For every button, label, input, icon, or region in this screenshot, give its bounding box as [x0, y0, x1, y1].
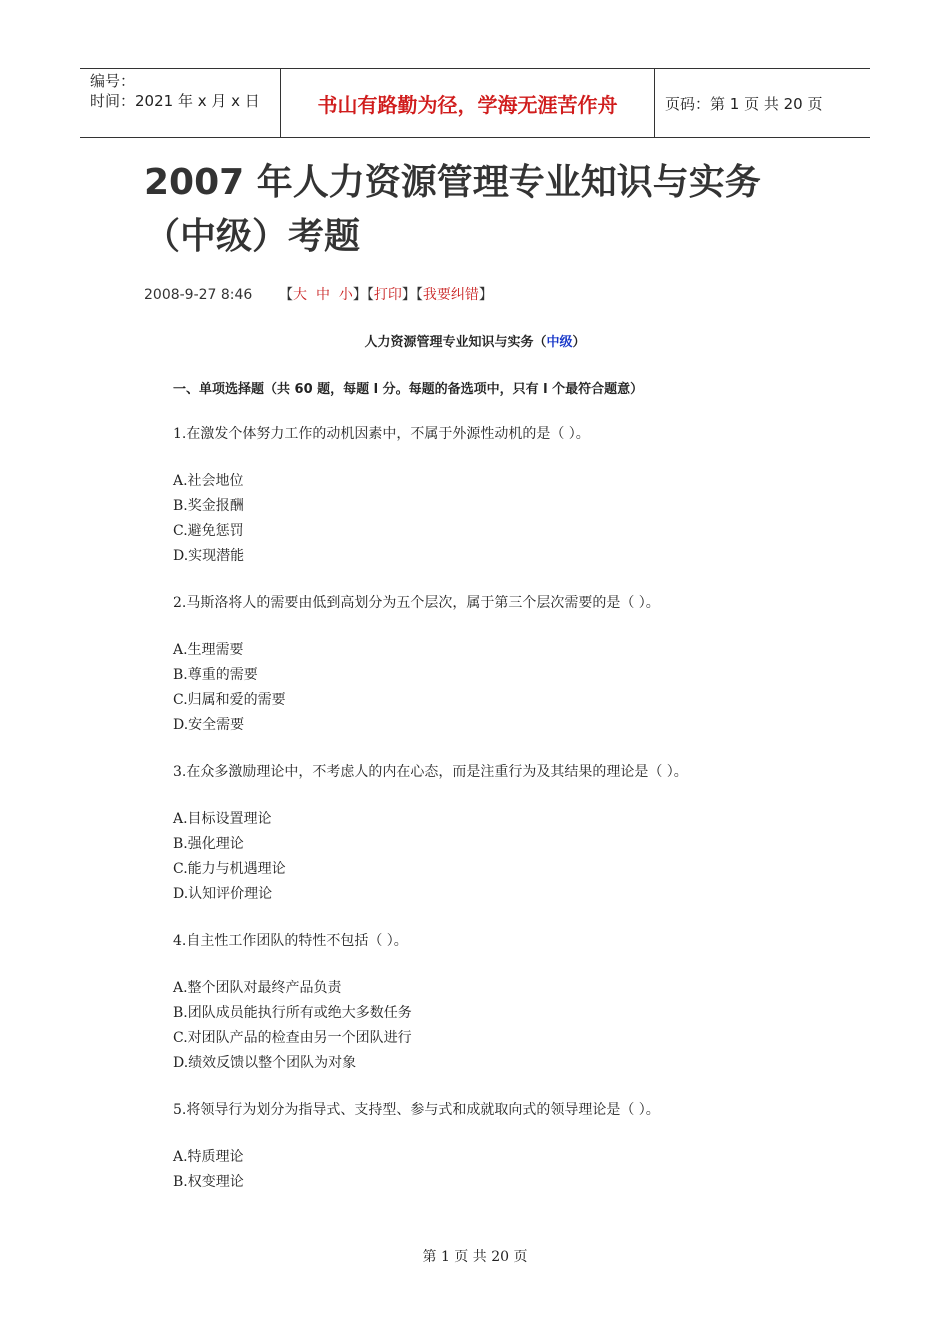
font-size-small-link[interactable]: 小: [338, 287, 353, 303]
option-b: B.强化理论: [173, 836, 244, 852]
question-stem: 4.自主性工作团队的特性不包括（ ）。: [173, 933, 408, 949]
title-line-2: （中级）考题: [144, 216, 361, 257]
question-stem: 2.马斯洛将人的需要由低到高划分为五个层次，属于第三个层次需要的是（ ）。: [173, 595, 660, 611]
number-label: 编号：: [90, 72, 136, 90]
option-a: A.生理需要: [173, 642, 244, 658]
page-header: [80, 68, 870, 138]
option-a: A.目标设置理论: [173, 811, 272, 827]
question-2: [173, 591, 660, 738]
print-link[interactable]: 打印: [373, 287, 402, 303]
title-line-1: 2007 年人力资源管理专业知识与实务: [144, 162, 761, 203]
option-a: A.社会地位: [173, 473, 244, 489]
question-stem: 3.在众多激励理论中，不考虑人的内在心态，而是注重行为及其结果的理论是（ ）。: [173, 764, 688, 780]
option-c: C.对团队产品的检查由另一个团队进行: [173, 1030, 412, 1046]
question-4: [173, 929, 412, 1076]
bracket: 】: [478, 287, 493, 303]
question-stem: 1.在激发个体努力工作的动机因素中，不属于外源性动机的是（ ）。: [173, 426, 590, 442]
report-error-link[interactable]: 我要纠错: [422, 287, 479, 303]
option-c: C.能力与机遇理论: [173, 861, 286, 877]
question-stem: 5.将领导行为划分为指导式、支持型、参与式和成就取向式的领导理论是（ ）。: [173, 1102, 660, 1118]
bracket: 】【: [401, 287, 423, 303]
article-meta: [144, 284, 493, 304]
question-1: [173, 422, 590, 569]
option-list: [173, 807, 688, 907]
option-d: D.安全需要: [173, 717, 245, 733]
option-list: [173, 638, 660, 738]
option-b: B.奖金报酬: [173, 498, 244, 514]
option-c: C.归属和爱的需要: [173, 692, 286, 708]
option-a: A.整个团队对最终产品负责: [173, 980, 342, 996]
page-label: 页码：第 1 页 共 20 页: [665, 94, 823, 113]
option-d: D.绩效反馈以整个团队为对象: [173, 1055, 357, 1071]
time-label: 时间：2021 年 x 月 x 日: [90, 92, 260, 110]
option-list: [173, 1145, 660, 1195]
page-footer: 第 1 页 共 20 页: [422, 1249, 528, 1265]
section-title: [0, 331, 950, 350]
option-b: B.权变理论: [173, 1174, 244, 1190]
subtitle-end: ）: [572, 335, 586, 350]
option-b: B.团队成员能执行所有或绝大多数任务: [173, 1005, 412, 1021]
header-info-cell: [80, 69, 281, 137]
question-3: [173, 760, 688, 907]
option-list: [173, 976, 412, 1076]
section-heading: 一、单项选择题（共 60 题，每题 l 分。每题的备选项中，只有 l 个最符合题意）: [173, 382, 644, 397]
option-list: [173, 469, 590, 569]
font-size-large-link[interactable]: 大: [293, 287, 308, 303]
option-b: B.尊重的需要: [173, 667, 258, 683]
option-c: C.避免惩罚: [173, 523, 244, 539]
page-title: [144, 156, 824, 264]
option-d: D.认知评价理论: [173, 886, 273, 902]
option-d: D.实现潜能: [173, 548, 245, 564]
subtitle-level: 中级: [546, 335, 573, 350]
motto: 书山有路勤为径，学海无涯苦作舟: [281, 69, 655, 137]
subtitle-main: 人力资源管理专业知识与实务（: [364, 335, 547, 350]
question-5: [173, 1098, 660, 1195]
bracket: 】【: [352, 287, 374, 303]
option-a: A.特质理论: [173, 1149, 244, 1165]
font-size-medium-link[interactable]: 中: [315, 287, 330, 303]
bracket: 【: [279, 287, 294, 303]
publish-datetime: 2008-9-27 8:46: [144, 287, 253, 303]
